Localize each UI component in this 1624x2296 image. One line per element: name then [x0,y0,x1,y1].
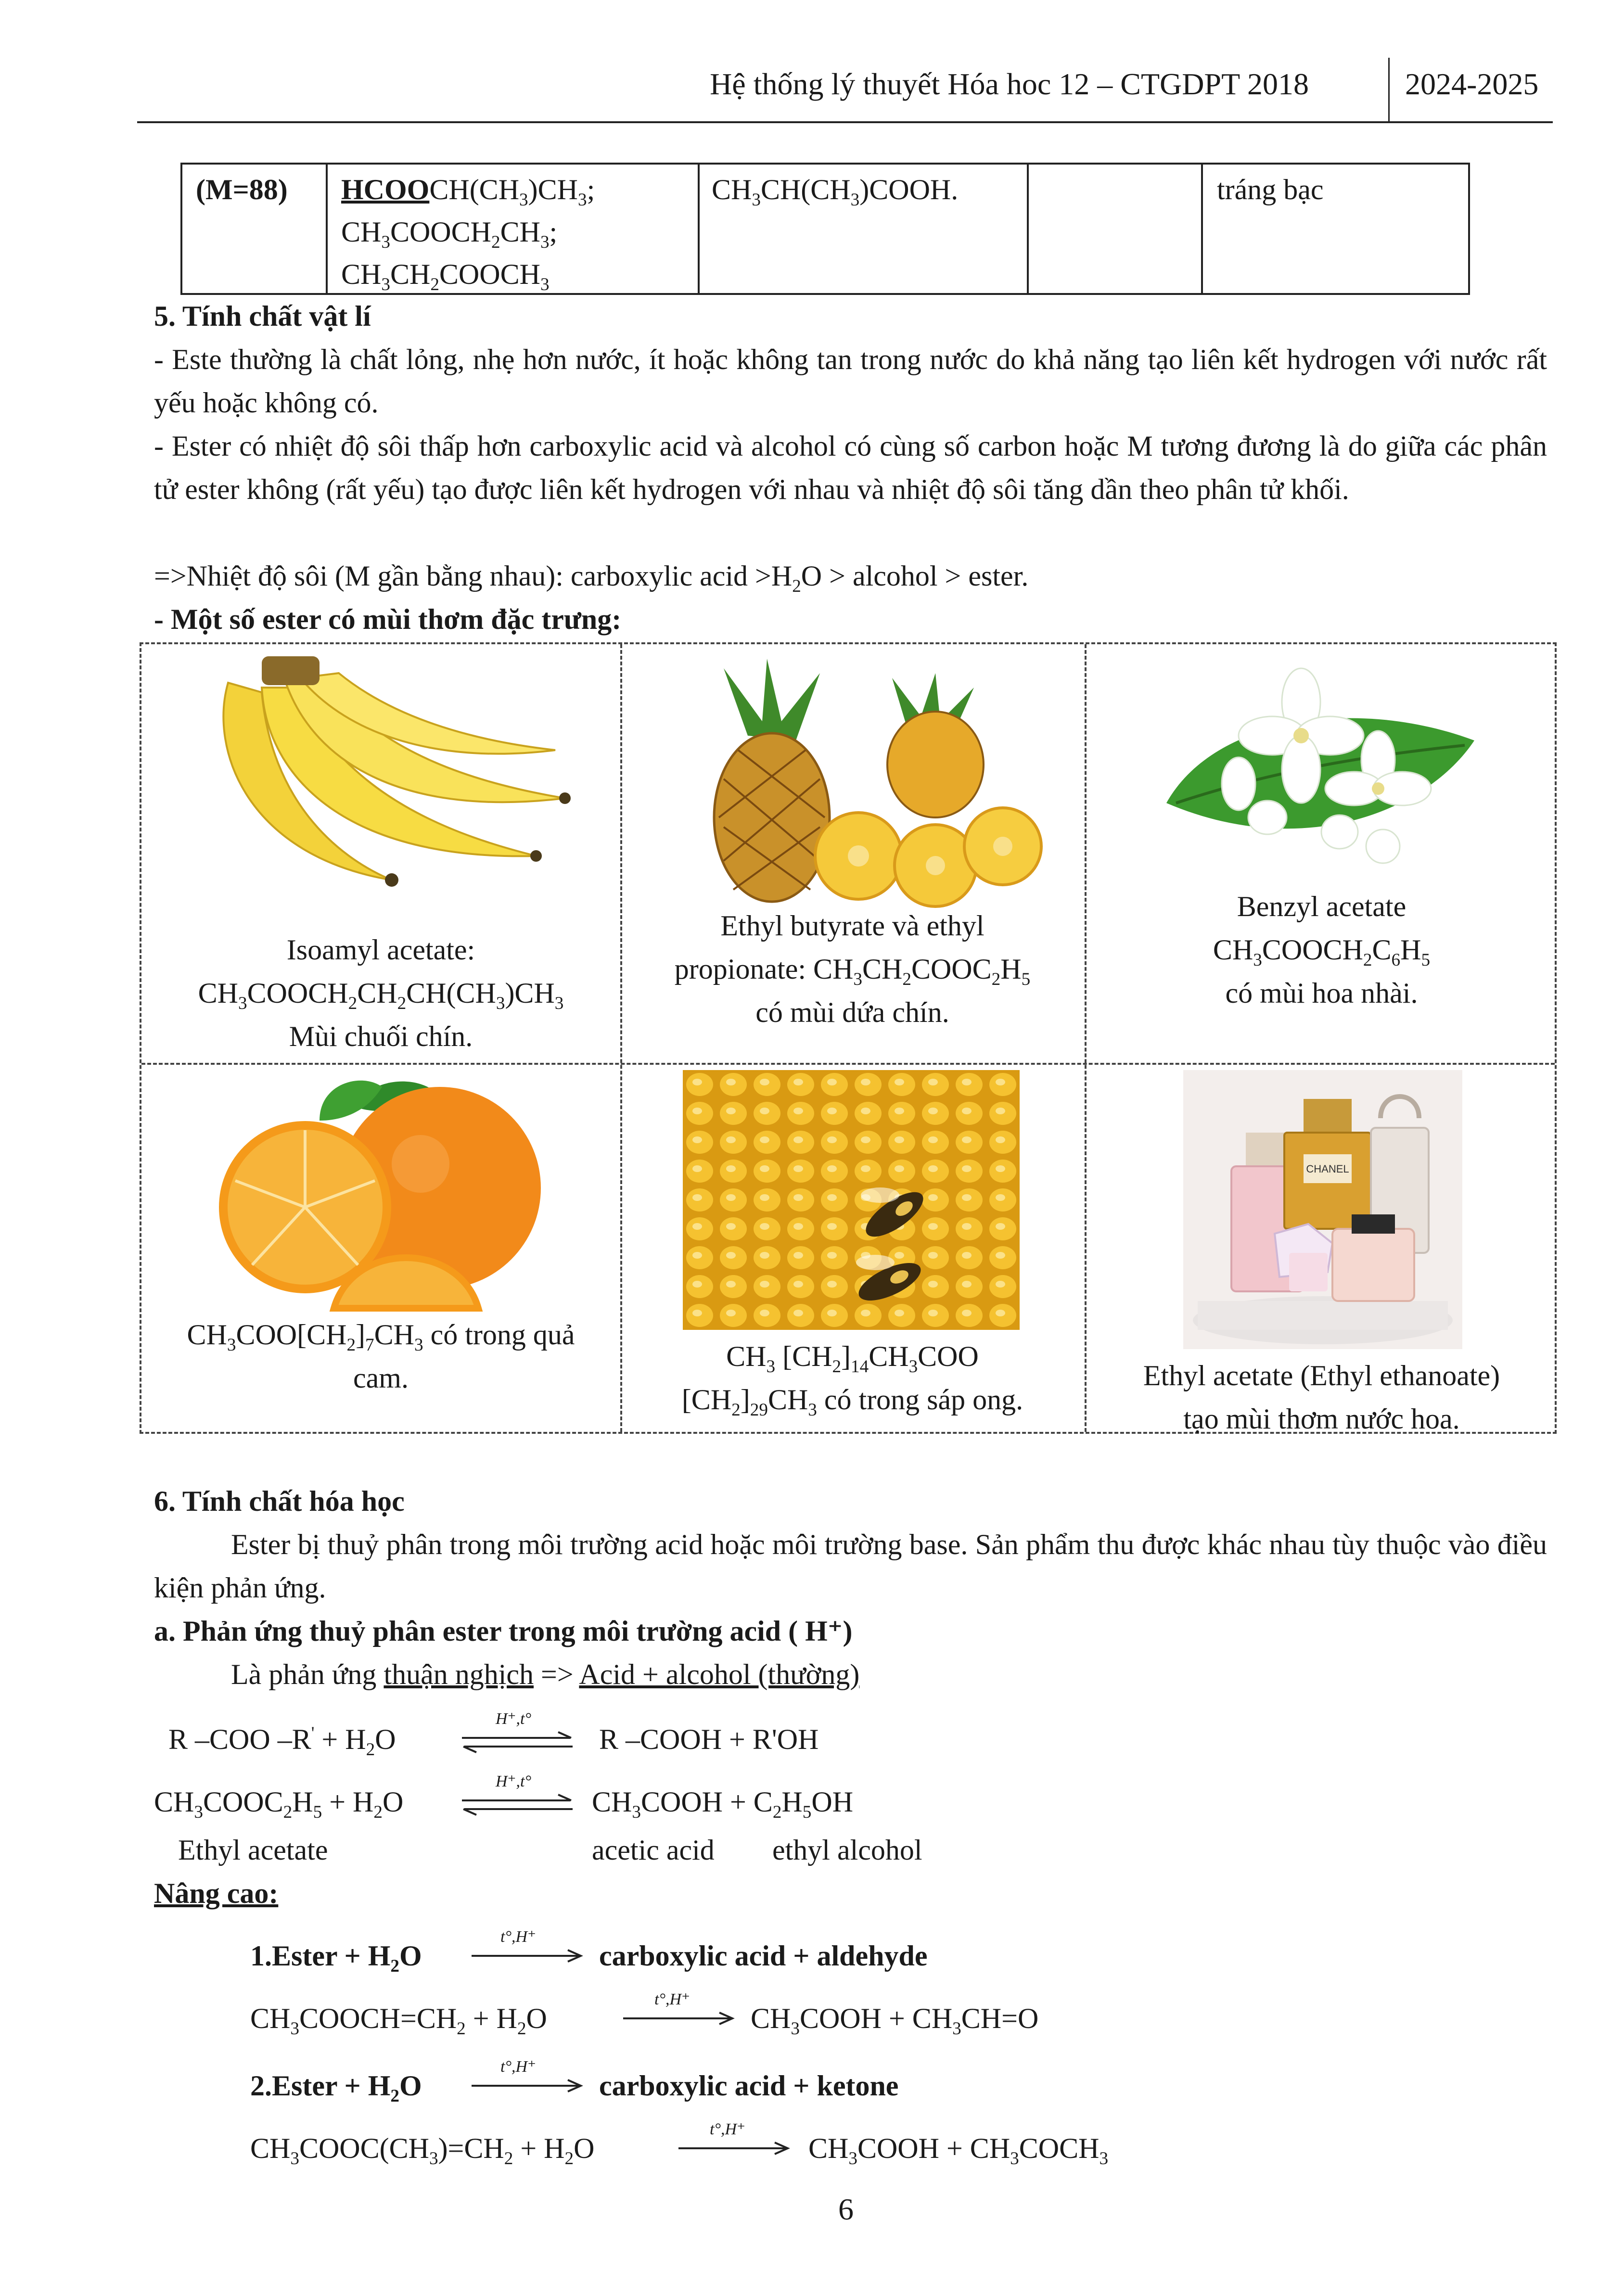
ester-formula-3: $CH_3CH_2COOCH_3$ [341,258,550,294]
section6a-description: Là phản ứng thuận nghịch => Acid + alcohol (thường) [231,1658,860,1690]
equation-ethyl-acetate-condition: H⁺,t° [496,1773,532,1790]
pineapple-caption: Ethyl butyrate và ethyl propionate: $CH_3CH_2COOC_2H_5$ có mùi dứa chín. [674,910,1031,1028]
header-year: 2024-2025 [1405,67,1539,101]
header-title: Hệ thống lý thuyết Hóa hoc 12 – CTGDPT 2018 [710,67,1309,101]
grid-divider [620,644,622,1432]
table-cell-reaction: tráng bạc [1217,174,1324,205]
label-ethyl-acetate: Ethyl acetate [178,1834,328,1866]
section5-heading: 5. Tính chất vật lí [154,300,371,332]
table-divider [698,165,700,293]
grid-divider [1085,644,1087,1432]
section5-paragraph-3: =>Nhiệt độ sôi (M gần bằng nhau): carboxylic acid $>H_2O$ > alcohol > ester. [154,560,1029,596]
perfume-caption: Ethyl acetate (Ethyl ethanoate) tạo mùi thơm nước hoa. [1143,1360,1500,1435]
label-acetic-acid: acetic acid [592,1834,715,1866]
equation-general-right: R –COOH + R'OH [599,1723,819,1755]
advanced-2-equation-condition: t°,H⁺ [710,2120,746,2138]
ester-formula-2: $CH_3COOCH_2CH_3$; [341,216,558,252]
advanced-1-equation-condition: t°,H⁺ [654,1990,691,2008]
advanced-2-right: carboxylic acid + ketone [599,2070,899,2102]
advanced-2-equation-left: $CH_3COOC(CH_3)=CH_2 + H_2O$ [250,2132,595,2168]
isomer-table-row [180,163,1470,295]
label-ethyl-alcohol: ethyl alcohol [772,1834,922,1866]
advanced-1-right: carboxylic acid + aldehyde [599,1940,928,1972]
banana-caption: Isoamyl acetate: $CH_3COOCH_2CH_2CH(CH_3)CH_3$ Mùi chuối chín. [198,934,564,1052]
section5-paragraph-2: - Ester có nhiệt độ sôi thấp hơn carboxylic acid và alcohol có cùng số carbon hoặc M tương đương là do giữa các phân tử ester không (rất yếu) tạo được liên kết hydrogen với nhau và nhiệt độ sôi tăng dần theo phân tử khối. [154,430,1547,505]
reaction-arrow-icon [469,1946,585,1965]
section6-heading: 6. Tính chất hóa học [154,1485,405,1517]
table-cell-acid: $CH_3CH(CH_3)COOH$. [712,174,959,210]
fragrance-grid [140,642,1557,1434]
page-number: 6 [838,2192,854,2226]
table-cell-esters [341,168,595,295]
reaction-arrow-icon [621,2009,736,2028]
orange-caption: $CH_3COO[CH_2]_7CH_3$ có trong quả cam. [187,1319,575,1394]
table-divider [1027,165,1029,293]
honeycomb-caption: $CH_3$ $[CH_2]_{14}CH_3COO$ $[CH_2]_{29}CH_3$ có trong sáp ong. [681,1340,1023,1420]
equation-general-left: R –COO $-R' + H_2O$ [168,1723,396,1760]
header-separator [1388,58,1390,123]
pineapple-image [666,659,1051,909]
advanced-1-condition: t°,H⁺ [500,1928,537,1946]
advanced-1-equation-right: $CH_3COOH + CH_3CH=O$ [751,2003,1039,2039]
advanced-1-left: 1.Ester + $H_2O$ [250,1940,422,1976]
table-cell-mass: (M=88) [196,174,288,205]
grid-divider [141,1063,1555,1065]
ester-formula-1: $HCOOCH(CH_3)CH_3$; [341,174,595,210]
advanced-2-left: 2.Ester + $H_2O$ [250,2070,422,2106]
equation-general-condition: H⁺,t° [496,1710,532,1728]
section6a-heading: a. Phản ứng thuỷ phân ester trong môi trường acid ( H⁺) [154,1615,853,1647]
section5-paragraph-4: - Một số ester có mùi thơm đặc trưng: [154,603,622,635]
header-rule [137,121,1553,123]
orange-image [209,1068,555,1318]
perfume-brand-label: CHANEL [1306,1163,1349,1175]
equation-ethyl-acetate-right: $CH_3COOH + C_2H_5OH$ [592,1786,854,1822]
reaction-arrow-icon [469,2076,585,2095]
section5-paragraph-1: - Este thường là chất lỏng, nhẹ hơn nước, ít hoặc không tan trong nước do khả năng tạo liên kết hydrogen với nước rất yếu hoặc không có. [154,344,1547,419]
advanced-2-equation-right: $CH_3COOH$ + $CH_3COCH_3$ [808,2132,1109,2168]
reaction-arrow-icon [676,2139,792,2158]
jasmine-caption: Benzyl acetate $CH_3COOCH_2C_6H_5$ có mùi hoa nhài. [1213,891,1431,1009]
perfume-image [1183,1070,1462,1349]
advanced-1-equation-left: $CH_3COOCH=CH_2 + H_2O$ [250,2003,547,2039]
honeycomb-image [683,1070,1020,1330]
banana-image [190,654,575,904]
equilibrium-arrow-icon [460,1790,575,1819]
table-divider [1201,165,1203,293]
advanced-heading: Nâng cao: [154,1877,279,1909]
equation-ethyl-acetate-left: $CH_3COOC_2H_5 + H_2O$ [154,1786,404,1822]
section6-intro: Ester bị thuỷ phân trong môi trường acid hoặc môi trường base. Sản phẩm thu được khác nhau tùy thuộc vào điều kiện phản ứng. [154,1529,1547,1604]
advanced-2-condition: t°,H⁺ [500,2058,537,2076]
jasmine-image [1157,659,1484,875]
equilibrium-arrow-icon [460,1727,575,1756]
table-divider [326,165,328,293]
